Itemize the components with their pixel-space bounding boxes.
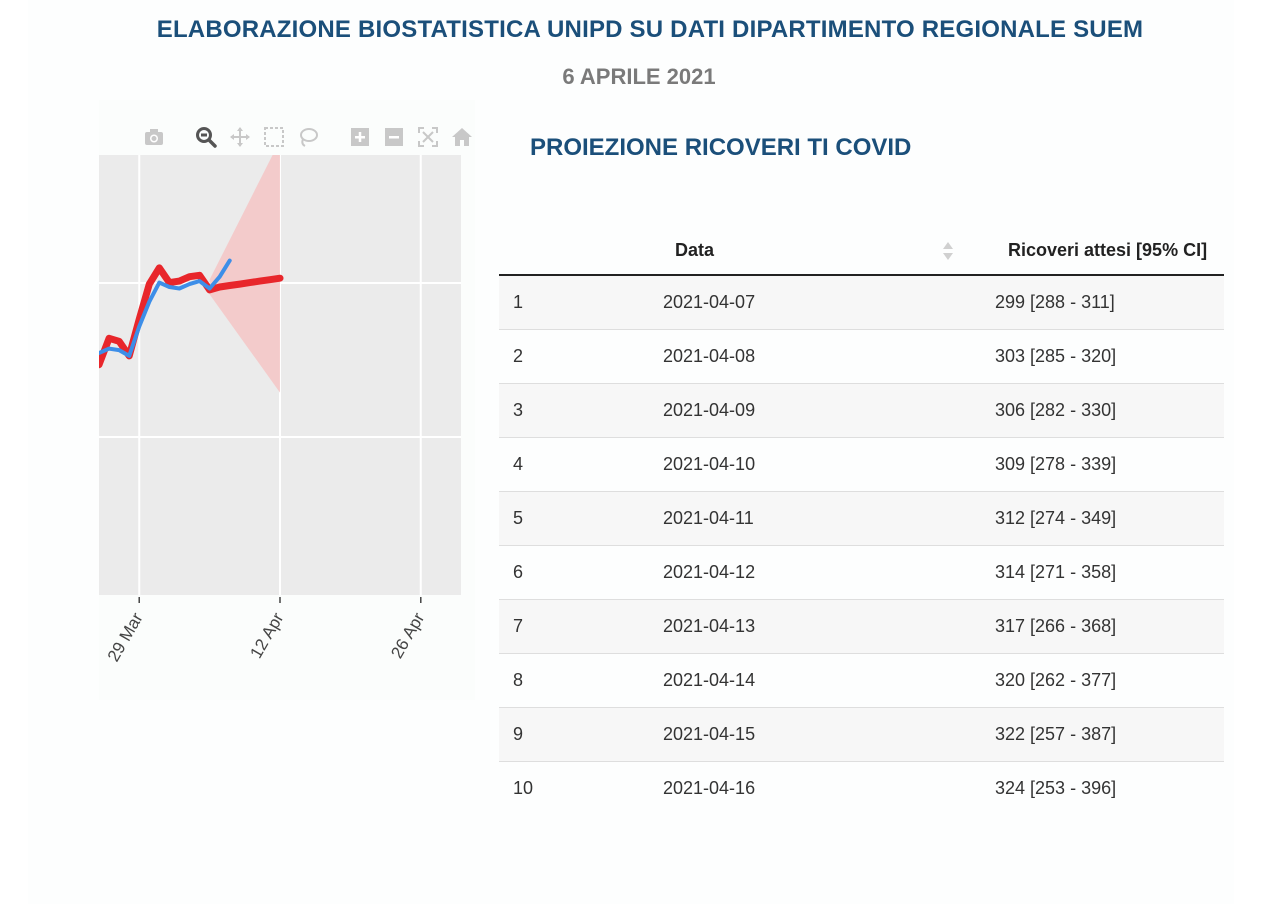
lasso-icon[interactable]: [296, 125, 320, 149]
row-index-cell: 4: [499, 438, 663, 492]
zoom-out-icon[interactable]: [382, 125, 406, 149]
plot-modebar: [142, 124, 474, 150]
table-row: [499, 600, 1224, 654]
row-date-cell: 2021-04-15: [663, 708, 965, 762]
row-date-cell: 2021-04-07: [663, 292, 756, 312]
row-value-cell: 322 [257 - 387]: [965, 708, 1224, 762]
table-row: [499, 708, 1224, 762]
table-row: [499, 654, 1224, 708]
row-index-cell: 5: [499, 492, 663, 546]
table-row: [499, 492, 1224, 546]
table-row: [499, 275, 1224, 330]
camera-icon[interactable]: [142, 125, 166, 149]
row-value-cell: 299 [288 - 311]: [995, 292, 1115, 312]
projection-chart[interactable]: [99, 155, 479, 695]
row-index-cell: 6: [499, 546, 663, 600]
table-header-row: [499, 226, 1224, 275]
row-value-cell: 309 [278 - 339]: [965, 438, 1224, 492]
row-index-cell: 10: [499, 762, 663, 816]
row-date-cell: 2021-04-12: [663, 546, 965, 600]
table-row: [499, 384, 1224, 438]
reset-axes-icon[interactable]: [450, 125, 474, 149]
row-index-cell: 2: [499, 330, 663, 384]
row-date-cell: 2021-04-14: [663, 654, 965, 708]
row-date-cell: 2021-04-10: [663, 438, 965, 492]
page-title: ELABORAZIONE BIOSTATISTICA UNIPD SU DATI DIPARTIMENTO REGIONALE SUEM: [156, 16, 1144, 43]
projection-table: [499, 226, 1224, 815]
table-row: [499, 546, 1224, 600]
zoom-in-icon[interactable]: [348, 125, 372, 149]
row-value-cell: 303 [285 - 320]: [965, 330, 1224, 384]
row-value-cell: 314 [271 - 358]: [965, 546, 1224, 600]
row-date-cell: 2021-04-09: [663, 384, 965, 438]
box-select-icon[interactable]: [262, 125, 286, 149]
zoom-icon[interactable]: [194, 125, 218, 149]
table-row: [499, 438, 1224, 492]
section-title: PROIEZIONE RICOVERI TI COVID: [530, 134, 912, 161]
pan-icon[interactable]: [228, 125, 252, 149]
table-row: [499, 762, 1224, 816]
autoscale-icon[interactable]: [416, 125, 440, 149]
row-date-cell: 2021-04-13: [663, 600, 965, 654]
report-date: 6 APRILE 2021: [562, 64, 716, 89]
table-row: [499, 330, 1224, 384]
row-value-cell: 317 [266 - 368]: [965, 600, 1224, 654]
row-value-cell: 312 [274 - 349]: [965, 492, 1224, 546]
row-value-cell: 306 [282 - 330]: [965, 384, 1224, 438]
row-index-cell: 8: [499, 654, 663, 708]
row-date-cell: 2021-04-16: [663, 762, 965, 816]
row-index-cell: 9: [499, 708, 663, 762]
date-column-header[interactable]: [663, 226, 965, 275]
x-tick-label: 29 Mar: [103, 609, 147, 665]
row-index-cell: 7: [499, 600, 663, 654]
date-column-label: Data: [675, 239, 715, 260]
row-date-cell: 2021-04-11: [663, 492, 965, 546]
row-value-cell: 324 [253 - 396]: [965, 762, 1224, 816]
row-date-cell: 2021-04-08: [663, 330, 965, 384]
index-column-header[interactable]: [499, 226, 663, 275]
x-tick-label: 12 Apr: [246, 609, 288, 662]
row-value-cell: 320 [262 - 377]: [965, 654, 1224, 708]
value-column-header[interactable]: Ricoveri attesi [95% CI]: [965, 226, 1224, 275]
row-index-cell: 1: [513, 292, 524, 312]
row-index-cell: 3: [499, 384, 663, 438]
x-tick-label: 26 Apr: [387, 609, 429, 662]
sort-icon[interactable]: [943, 238, 953, 264]
